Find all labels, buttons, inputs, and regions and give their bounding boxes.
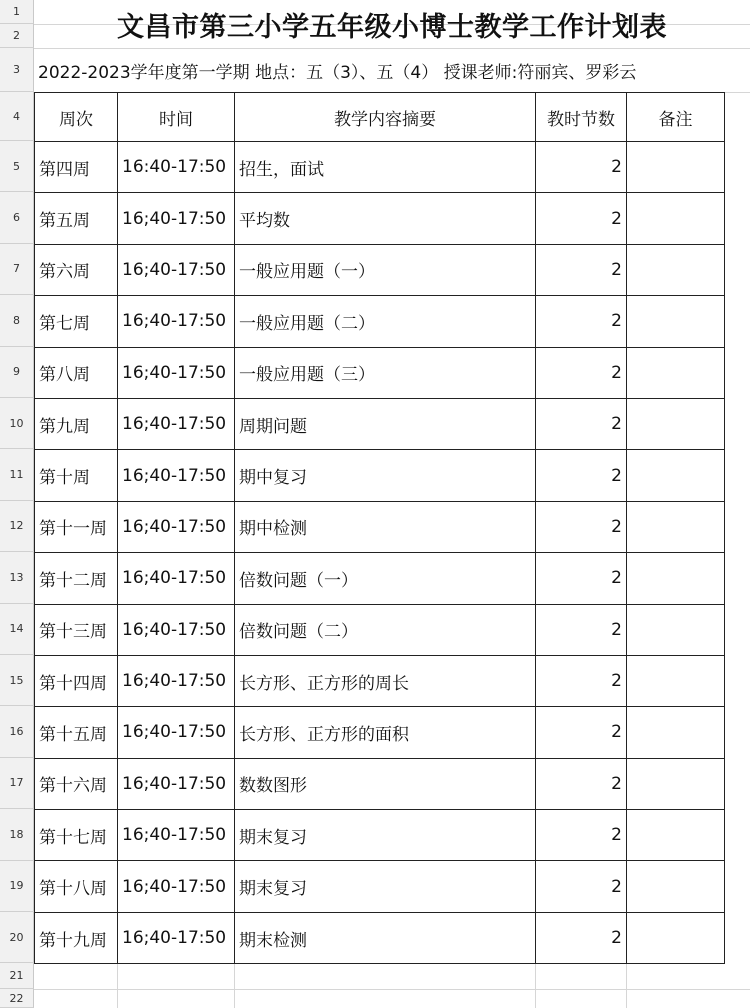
- table-row: [35, 296, 725, 347]
- grid-line: [34, 989, 750, 990]
- grid-line: [117, 963, 118, 1008]
- cell-hours[interactable]: 2: [536, 193, 627, 244]
- table-row: [35, 193, 725, 244]
- row-number-16[interactable]: 16: [0, 706, 34, 757]
- cell-week[interactable]: 第十九周: [35, 912, 118, 963]
- cell-week[interactable]: 第九周: [35, 398, 118, 449]
- cell-note[interactable]: [627, 553, 725, 604]
- table-row: [35, 244, 725, 295]
- table-row: [35, 553, 725, 604]
- cell-note[interactable]: [627, 604, 725, 655]
- cell-content[interactable]: 倍数问题（一）: [235, 553, 536, 604]
- header-hours[interactable]: 教时节数: [536, 93, 627, 142]
- cell-hours[interactable]: 2: [536, 707, 627, 758]
- cell-note[interactable]: [627, 655, 725, 706]
- cell-hours[interactable]: 2: [536, 553, 627, 604]
- table-row: [35, 707, 725, 758]
- cell-week[interactable]: 第五周: [35, 193, 118, 244]
- semester-info[interactable]: 2022-2023学年度第一学期 地点：五（3）、五（4） 授课老师:符丽宾、罗彩云: [38, 62, 637, 83]
- cell-content[interactable]: 期中复习: [235, 450, 536, 501]
- cell-time[interactable]: 16;40-17:50: [118, 912, 235, 963]
- cell-week[interactable]: 第十八周: [35, 861, 118, 912]
- cell-time[interactable]: 16;40-17:50: [118, 810, 235, 861]
- row-number-11[interactable]: 11: [0, 449, 34, 500]
- cell-content[interactable]: 一般应用题（二）: [235, 296, 536, 347]
- cell-time[interactable]: 16;40-17:50: [118, 398, 235, 449]
- header-note[interactable]: 备注: [627, 93, 725, 142]
- cell-note[interactable]: [627, 347, 725, 398]
- cell-time[interactable]: 16:40-17:50: [118, 142, 235, 193]
- table-row: [35, 604, 725, 655]
- cell-hours[interactable]: 2: [536, 450, 627, 501]
- cell-note[interactable]: [627, 296, 725, 347]
- cell-week[interactable]: 第十五周: [35, 707, 118, 758]
- row-number-9[interactable]: 9: [0, 347, 34, 398]
- cell-note[interactable]: [627, 912, 725, 963]
- row-number-21[interactable]: 21: [0, 963, 34, 989]
- row-number-15[interactable]: 15: [0, 655, 34, 706]
- cell-hours[interactable]: 2: [536, 861, 627, 912]
- table-row: [35, 347, 725, 398]
- cell-hours[interactable]: 2: [536, 347, 627, 398]
- row-number-12[interactable]: 12: [0, 501, 34, 552]
- row-number-13[interactable]: 13: [0, 552, 34, 603]
- grid-line: [234, 963, 235, 1008]
- cell-week[interactable]: 第七周: [35, 296, 118, 347]
- cell-week[interactable]: 第十一周: [35, 501, 118, 552]
- cell-time[interactable]: 16;40-17:50: [118, 450, 235, 501]
- cell-content[interactable]: 期中检测: [235, 501, 536, 552]
- cell-note[interactable]: [627, 707, 725, 758]
- table-row: [35, 655, 725, 706]
- grid-line: [535, 963, 536, 1008]
- cell-content[interactable]: 长方形、正方形的周长: [235, 655, 536, 706]
- row-number-5[interactable]: 5: [0, 141, 34, 192]
- row-number-22[interactable]: 22: [0, 989, 34, 1008]
- header-content[interactable]: 教学内容摘要: [235, 93, 536, 142]
- cell-time[interactable]: 16;40-17:50: [118, 347, 235, 398]
- cell-note[interactable]: [627, 810, 725, 861]
- cell-time[interactable]: 16;40-17:50: [118, 655, 235, 706]
- plan-table: [34, 92, 725, 964]
- cell-hours[interactable]: 2: [536, 604, 627, 655]
- table-row: [35, 398, 725, 449]
- row-number-18[interactable]: 18: [0, 809, 34, 860]
- cell-time[interactable]: 16;40-17:50: [118, 501, 235, 552]
- cell-note[interactable]: [627, 244, 725, 295]
- cell-note[interactable]: [627, 398, 725, 449]
- row-number-14[interactable]: 14: [0, 604, 34, 655]
- cell-note[interactable]: [627, 142, 725, 193]
- cell-content[interactable]: 周期问题: [235, 398, 536, 449]
- cell-content[interactable]: 期末检测: [235, 912, 536, 963]
- cell-hours[interactable]: 2: [536, 912, 627, 963]
- cell-content[interactable]: 长方形、正方形的面积: [235, 707, 536, 758]
- cell-content[interactable]: 期末复习: [235, 861, 536, 912]
- cell-week[interactable]: 第十二周: [35, 553, 118, 604]
- cell-note[interactable]: [627, 861, 725, 912]
- cell-time[interactable]: 16;40-17:50: [118, 296, 235, 347]
- header-week[interactable]: 周次: [35, 93, 118, 142]
- sheet-title[interactable]: 文昌市第三小学五年级小博士教学工作计划表: [117, 11, 667, 43]
- table-row: [35, 450, 725, 501]
- table-row: [35, 861, 725, 912]
- row-number-8[interactable]: 8: [0, 295, 34, 346]
- table-header-row: [35, 93, 725, 142]
- cell-content[interactable]: 一般应用题（三）: [235, 347, 536, 398]
- row-number-10[interactable]: 10: [0, 398, 34, 449]
- row-number-7[interactable]: 7: [0, 244, 34, 295]
- table-row: [35, 501, 725, 552]
- cell-time[interactable]: 16;40-17:50: [118, 861, 235, 912]
- cell-time[interactable]: 16;40-17:50: [118, 758, 235, 809]
- header-time[interactable]: 时间: [118, 93, 235, 142]
- cell-time[interactable]: 16;40-17:50: [118, 244, 235, 295]
- cell-week[interactable]: 第十六周: [35, 758, 118, 809]
- cell-week[interactable]: 第四周: [35, 142, 118, 193]
- row-number-6[interactable]: 6: [0, 192, 34, 243]
- plan-table-body: [35, 142, 725, 964]
- cell-week[interactable]: 第六周: [35, 244, 118, 295]
- cell-hours[interactable]: 2: [536, 758, 627, 809]
- cell-note[interactable]: [627, 501, 725, 552]
- table-row: [35, 142, 725, 193]
- cell-hours[interactable]: 2: [536, 501, 627, 552]
- cell-time[interactable]: 16;40-17:50: [118, 553, 235, 604]
- cell-hours[interactable]: 2: [536, 142, 627, 193]
- cell-time[interactable]: 16;40-17:50: [118, 707, 235, 758]
- cell-content[interactable]: 一般应用题（一）: [235, 244, 536, 295]
- cell-hours[interactable]: 2: [536, 244, 627, 295]
- cell-content[interactable]: 平均数: [235, 193, 536, 244]
- cell-note[interactable]: [627, 193, 725, 244]
- cell-time[interactable]: 16;40-17:50: [118, 604, 235, 655]
- cell-week[interactable]: 第十周: [35, 450, 118, 501]
- cell-content[interactable]: 招生，面试: [235, 142, 536, 193]
- cell-hours[interactable]: 2: [536, 398, 627, 449]
- cell-hours[interactable]: 2: [536, 810, 627, 861]
- table-row: [35, 912, 725, 963]
- cell-hours[interactable]: 2: [536, 296, 627, 347]
- row-number-2[interactable]: 2: [0, 24, 34, 48]
- table-row: [35, 810, 725, 861]
- row-number-3[interactable]: 3: [0, 48, 34, 92]
- grid-line: [626, 963, 627, 1008]
- cell-time[interactable]: 16;40-17:50: [118, 193, 235, 244]
- cell-hours[interactable]: 2: [536, 655, 627, 706]
- row-number-1[interactable]: 1: [0, 0, 34, 24]
- cell-note[interactable]: [627, 450, 725, 501]
- row-number-19[interactable]: 19: [0, 861, 34, 912]
- cell-note[interactable]: [627, 758, 725, 809]
- cell-content[interactable]: 数数图形: [235, 758, 536, 809]
- row-number-17[interactable]: 17: [0, 758, 34, 809]
- row-number-20[interactable]: 20: [0, 912, 34, 963]
- cell-content[interactable]: 期末复习: [235, 810, 536, 861]
- cell-week[interactable]: 第十三周: [35, 604, 118, 655]
- cell-week[interactable]: 第十七周: [35, 810, 118, 861]
- row-number-4[interactable]: 4: [0, 92, 34, 141]
- cell-content[interactable]: 倍数问题（二）: [235, 604, 536, 655]
- cell-week[interactable]: 第十四周: [35, 655, 118, 706]
- table-row: [35, 758, 725, 809]
- cell-week[interactable]: 第八周: [35, 347, 118, 398]
